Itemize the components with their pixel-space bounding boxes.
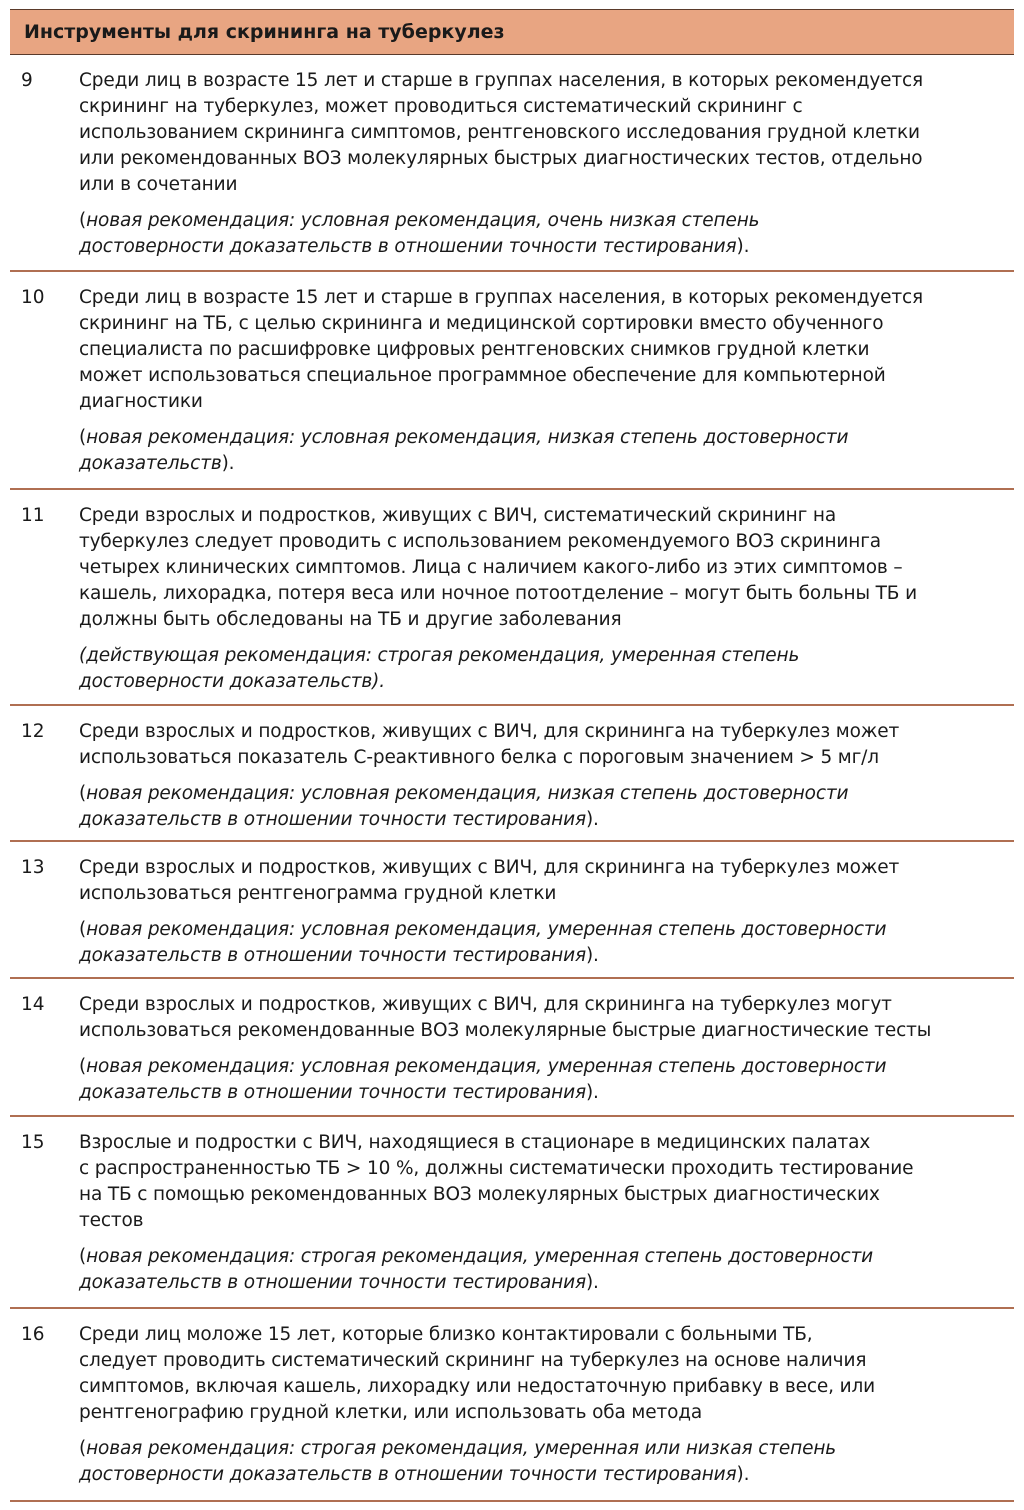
recommendation-body <box>79 992 1008 1106</box>
recommendation-row <box>10 706 1014 842</box>
recommendation-text-line: тестов <box>79 1210 144 1231</box>
evidence-close-paren: ). <box>221 453 235 474</box>
recommendation-text-line: Среди взрослых и подростков, живущих с ВИЧ, систематический скрининг на <box>79 505 837 526</box>
recommendation-text-line: использоваться показатель С-реактивного белка с пороговым значением > 5 мг/л <box>79 747 879 768</box>
recommendation-text <box>79 1130 1008 1234</box>
evidence-close-paren: ). <box>736 1464 750 1485</box>
recommendation-text-line: на ТБ с помощью рекомендованных ВОЗ молекулярных быстрых диагностических <box>79 1184 880 1205</box>
recommendation-text-line: с распространенностью ТБ > 10 %, должны систематически проходить тестирование <box>79 1158 914 1179</box>
recommendation-body <box>79 503 1008 695</box>
recommendation-body <box>79 1130 1008 1296</box>
evidence-line: новая рекомендация: строгая рекомендация, умеренная или низкая степень <box>86 1438 837 1459</box>
evidence-close-paren: ). <box>585 1272 599 1293</box>
recommendation-text-line: Взрослые и подростки с ВИЧ, находящиеся в стационаре в медицинских палатах <box>79 1132 871 1153</box>
recommendation-text-line: кашель, лихорадка, потеря веса или ночное потоотделение – могут быть больны ТБ и <box>79 583 917 604</box>
recommendation-text-line: Среди лиц моложе 15 лет, которые близко контактировали с больными ТБ, <box>79 1324 813 1345</box>
evidence-line: доказательств <box>79 453 222 474</box>
recommendation-row <box>10 272 1014 490</box>
recommendation-text <box>79 719 1008 771</box>
evidence-open-paren: ( <box>79 783 87 804</box>
recommendation-text-line: использоваться рекомендованные ВОЗ молекулярные быстрые диагностические тесты <box>79 1020 932 1041</box>
recommendation-number: 14 <box>21 994 45 1015</box>
recommendation-text-line: четырех клинических симптомов. Лица с наличием какого-либо из этих симптомов – <box>79 557 903 578</box>
table-title: Инструменты для скрининга на туберкулез <box>24 21 505 43</box>
recommendation-text-line: или в сочетании <box>79 174 238 195</box>
recommendation-text-line: или рекомендованных ВОЗ молекулярных быстрых диагностических тестов, отдельно <box>79 148 923 169</box>
evidence-line: достоверности доказательств в отношении точности тестирования <box>79 1464 737 1485</box>
recommendation-row <box>10 1309 1014 1502</box>
recommendation-text-line: скрининг на туберкулез, может проводиться систематический скрининг с <box>79 96 803 117</box>
recommendation-text-line: следует проводить систематический скрининг на туберкулез на основе наличия <box>79 1350 867 1371</box>
evidence-line: достоверности доказательств в отношении точности тестирования <box>79 236 737 257</box>
recommendation-body <box>79 1322 1008 1488</box>
recommendation-row <box>10 979 1014 1117</box>
recommendation-text <box>79 503 1008 633</box>
evidence-line: новая рекомендация: условная рекомендация, низкая степень достоверности <box>86 783 849 804</box>
evidence-close-paren: ). <box>585 1082 599 1103</box>
recommendation-text-line: Среди взрослых и подростков, живущих с ВИЧ, для скрининга на туберкулез может <box>79 721 900 742</box>
evidence-close-paren: ). <box>736 236 750 257</box>
recommendation-text-line: Среди лиц в возрасте 15 лет и старше в группах населения, в которых рекомендуется <box>79 287 923 308</box>
evidence-note <box>79 1436 1008 1488</box>
recommendation-text-line: должны быть обследованы на ТБ и другие заболевания <box>79 609 622 630</box>
evidence-line: новая рекомендация: строгая рекомендация, умеренная степень достоверности <box>86 1246 874 1267</box>
recommendation-text-line: диагностики <box>79 391 203 412</box>
evidence-open-paren: ( <box>79 919 87 940</box>
recommendation-text-line: Среди лиц в возрасте 15 лет и старше в группах населения, в которых рекомендуется <box>79 70 923 91</box>
recommendation-number: 10 <box>21 287 45 308</box>
evidence-line: доказательств в отношении точности тестирования <box>79 1082 586 1103</box>
evidence-line: новая рекомендация: условная рекомендация, умеренная степень достоверности <box>86 1056 887 1077</box>
recommendation-body <box>79 285 1008 477</box>
recommendation-number: 13 <box>21 857 45 878</box>
recommendation-text-line: рентгенографию грудной клетки, или использовать оба метода <box>79 1402 703 1423</box>
recommendation-text-line: Среди взрослых и подростков, живущих с ВИЧ, для скрининга на туберкулез может <box>79 857 900 878</box>
recommendation-text-line: Среди взрослых и подростков, живущих с ВИЧ, для скрининга на туберкулез могут <box>79 994 892 1015</box>
recommendation-text <box>79 992 1008 1044</box>
recommendation-row <box>10 55 1014 272</box>
recommendation-row <box>10 490 1014 706</box>
evidence-line: новая рекомендация: условная рекомендация, очень низкая степень <box>86 210 760 231</box>
recommendation-text <box>79 1322 1008 1426</box>
recommendation-text-line: специалиста по расшифровке цифровых рентгеновских снимков грудной клетки <box>79 339 870 360</box>
evidence-open-paren: ( <box>79 1246 87 1267</box>
recommendation-text-line: использоваться рентгенограмма грудной клетки <box>79 883 557 904</box>
recommendation-row <box>10 842 1014 979</box>
recommendation-text-line: скрининг на ТБ, с целью скрининга и медицинской сортировки вместо обученного <box>79 313 884 334</box>
recommendation-number: 11 <box>21 505 45 526</box>
recommendation-text-line: использованием скрининга симптомов, рентгеновского исследования грудной клетки <box>79 122 920 143</box>
recommendation-text-line: туберкулез следует проводить с использованием рекомендуемого ВОЗ скрининга <box>79 531 881 552</box>
evidence-line: доказательств в отношении точности тестирования <box>79 809 586 830</box>
recommendation-text <box>79 68 1008 198</box>
recommendation-body <box>79 719 1008 833</box>
evidence-line: достоверности доказательств). <box>79 671 385 692</box>
evidence-open-paren: ( <box>79 1056 87 1077</box>
recommendation-text-line: симптомов, включая кашель, лихорадку или недостаточную прибавку в весе, или <box>79 1376 875 1397</box>
recommendation-body <box>79 68 1008 260</box>
recommendation-text <box>79 855 1008 907</box>
evidence-note <box>79 208 1008 260</box>
evidence-note <box>79 425 1008 477</box>
evidence-open-paren: ( <box>79 427 87 448</box>
evidence-open-paren: ( <box>79 210 87 231</box>
evidence-line: новая рекомендация: условная рекомендация, низкая степень достоверности <box>86 427 849 448</box>
recommendation-text <box>79 285 1008 415</box>
evidence-close-paren: ). <box>585 809 599 830</box>
evidence-line: новая рекомендация: условная рекомендация, умеренная степень достоверности <box>86 919 887 940</box>
table-header <box>10 9 1014 55</box>
recommendation-text-line: может использоваться специальное программное обеспечение для компьютерной <box>79 365 886 386</box>
recommendation-number: 16 <box>21 1324 45 1345</box>
recommendation-number: 15 <box>21 1132 45 1153</box>
evidence-line: доказательств в отношении точности тестирования <box>79 1272 586 1293</box>
evidence-note <box>79 917 1008 969</box>
recommendation-number: 12 <box>21 721 45 742</box>
recommendation-number: 9 <box>21 70 33 91</box>
evidence-line: доказательств в отношении точности тестирования <box>79 945 586 966</box>
evidence-note <box>79 643 1008 695</box>
evidence-note <box>79 1054 1008 1106</box>
evidence-line: (действующая рекомендация: строгая рекомендация, умеренная степень <box>79 645 800 666</box>
recommendation-row <box>10 1117 1014 1309</box>
evidence-note <box>79 781 1008 833</box>
evidence-close-paren: ). <box>585 945 599 966</box>
evidence-open-paren: ( <box>79 1438 87 1459</box>
recommendation-body <box>79 855 1008 969</box>
evidence-note <box>79 1244 1008 1296</box>
